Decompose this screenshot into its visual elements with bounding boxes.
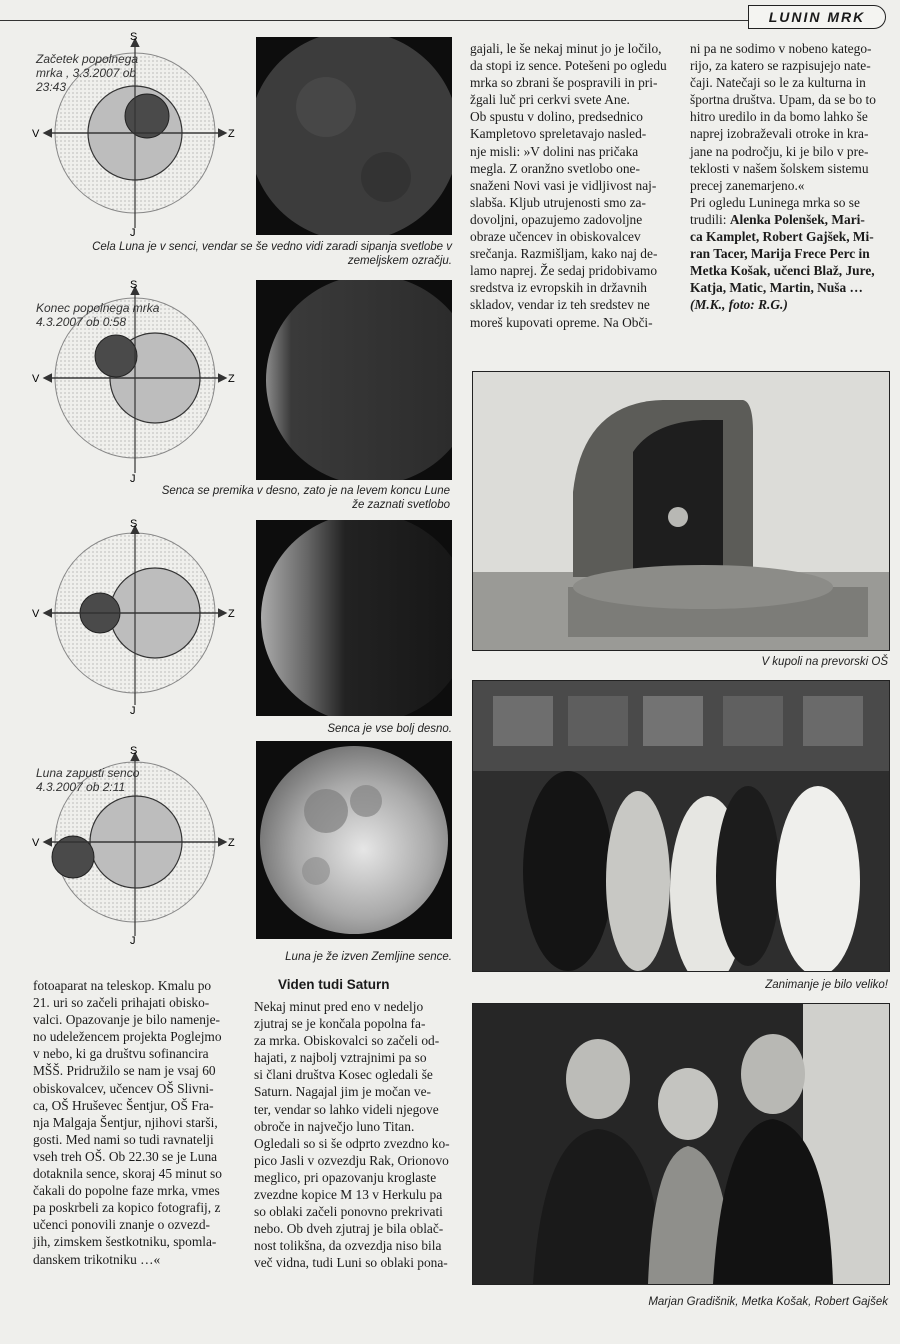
participant-names: Alenka Polenšek, Mari- [729, 211, 865, 227]
svg-text:V: V [32, 837, 40, 849]
svg-text:V: V [32, 373, 40, 385]
photo-observatory-dome [472, 371, 890, 651]
article-col3-top: gajali, le še nekaj minut jo je ločilo, da stopi iz sence. Potešeni po ogledu mrka so zbrani še pospravili in pri- žgali luč pri cerkvi svete Ane. Ob spustu v dolino, predsednico Kampletovo spreletavajo nasled- nje misli: »V dolini nas pričaka megla. Z oranžno svetlobo one- snaženi Novi vasi je vidljivost naj- slabša. Kljub utrujenosti smo za- dovoljni, opazujemo zadovoljne obraze učencev in obiskovalcev srečanja. Razmišljam, kako naj de- lamo naprej. Že sedaj pridobivamo sredstva iz evropskih in državnih skladov, vendar iz teh sredstev ne moreš kupovati opreme. Na Obči- [470, 41, 667, 330]
diagram-caption-1: Začetek popolnega mrka , 3.3.2007 ob 23:43 [36, 52, 139, 94]
moon-disc [125, 94, 169, 138]
svg-text:J: J [130, 227, 136, 239]
diagram-caption-2: Konec popolnega mrka 4.3.2007 ob 0:58 [36, 301, 160, 329]
moon-photo-2 [256, 280, 452, 480]
svg-text:Z: Z [228, 128, 235, 140]
svg-text:S: S [130, 745, 138, 757]
svg-text:J: J [130, 473, 136, 485]
svg-text:S: S [130, 518, 138, 530]
svg-text:J: J [130, 935, 136, 947]
moon-caption-1: Cela Luna je v senci, vendar se še vedno vidi zaradi sipanja svetlobe v zemeljskem ozračju. [92, 241, 452, 267]
moon-caption-3: Senca je vse bolj desno. [327, 723, 452, 735]
saturn-heading: Viden tudi Saturn [278, 977, 390, 992]
moon-photo-3 [256, 520, 452, 716]
moon-caption-2: Senca se premika v desno, zato je na levem koncu Lune že zaznati svetlobo [161, 485, 450, 511]
moon-photo-1 [256, 37, 452, 235]
svg-text:J: J [130, 705, 136, 715]
section-tab: LUNIN MRK [748, 5, 886, 29]
svg-text:S: S [130, 31, 138, 43]
header-rule [0, 20, 748, 21]
article-col1-bottom: fotoaparat na teleskop. Kmalu po 21. uri so začeli prihajati obisko- valci. Opazovanje je bilo namenje- no udeležencem projekta Poglejmo v nebo, ki ga društvu sofinancira MŠŠ. Pridružilo se nam je vsaj 60 obiskovalcev, učencev OŠ Slivni- ca, OŠ Hruševec Šentjur, OŠ Fra- nja Malgaja Šentjur, njihovi starši, gosti. Med nami so tudi ravnatelji vseh treh OŠ. Ob 22.30 se je Luna dotaknila sence, skoraj 45 minut so čakali do popolne faze mrka, vmes pa poskrbeli za kopico fotografij, z učenci ponovili znanje o ozvezd- jih, zimskem šestkotniku, spomla- danskem trikotniku …« [33, 978, 222, 1267]
photo-caption-3: Marjan Gradišnik, Metka Košak, Robert Gajšek [648, 1296, 888, 1308]
diagram-caption-4: Luna zapusti senco 4.3.2007 ob 2:11 [36, 766, 140, 794]
photo-three-people [472, 1003, 890, 1285]
moon-disc [95, 335, 137, 377]
svg-text:S: S [130, 279, 138, 291]
eclipse-diagram-3 [20, 515, 250, 715]
svg-text:Z: Z [228, 837, 235, 849]
photo-visitors-gallery [472, 680, 890, 972]
moon-photo-4 [256, 741, 452, 939]
svg-text:Z: Z [228, 608, 235, 620]
article-col4-top: ni pa ne sodimo v nobeno katego- rijo, za katero se razpisujejo nate- čaji. Natečaji so le za kulturna in športna društva. Upam, da se bo to hitro uredilo in da bomo lahko še naprej izobraževali otroke in kra- jane na področju, ki je bilo v pre- teklosti v našem šolskem sistemu precej zanemarjeno.« Pri ogledu Luninega mrka so se trudili: Alenka Polenšek, Mari- ca Kamplet, Robert Gajšek, Mi- ran Tacer, Marija Frece Perc in Metka Košak, učenci Blaž, Jure, Katja, Matic, Martin, Nuša … (M.K., foto: R.G.) [690, 41, 876, 313]
svg-text:Z: Z [228, 373, 235, 385]
moon-caption-4: Luna je že izven Zemljine sence. [285, 951, 452, 963]
photo-caption-1: V kupoli na prevorski OŠ [761, 656, 888, 668]
byline: (M.K., foto: R.G.) [690, 297, 788, 313]
svg-text:V: V [32, 128, 40, 140]
article-saturn: Nekaj minut pred eno v nedeljo zjutraj se je končala popolna fa- za mrka. Obiskovalci so začeli od- hajati, z najbolj vztrajnimi pa so si člani društva Kosec ogledali še Saturn. Nagajal jim je močan ve- ter, vendar so lahko videli njegove obroče in največjo luno Titan. Ogledali so si še odprto zvezdno ko- pico Jasli v ozvezdju Rak, Orionovo meglico, pri opazovanju kroglaste zvezdne kopice M 13 v Herkulu pa so oblaki začeli ponovno prekrivati nebo. Ob dveh zjutraj je bila oblač- nost tolikšna, da ozvezdja niso bila več vidna, tudi Luni so oblaki pona- [254, 999, 450, 1271]
svg-text:V: V [32, 608, 40, 620]
photo-caption-2: Zanimanje je bilo veliko! [765, 979, 888, 991]
